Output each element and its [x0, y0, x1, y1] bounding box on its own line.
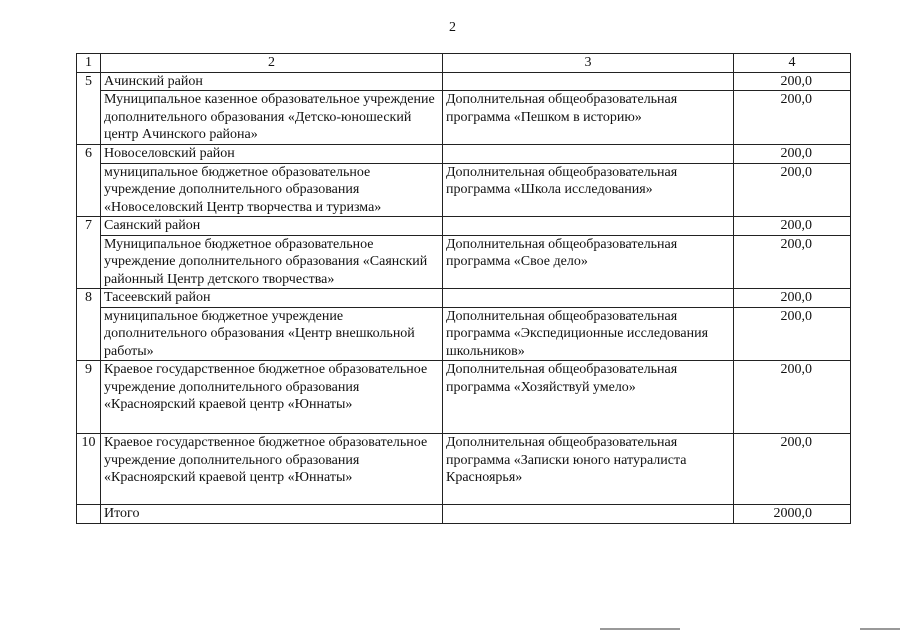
- empty-cell: [443, 217, 734, 236]
- total-value: 2000,0: [734, 505, 851, 524]
- table-row: [77, 307, 851, 361]
- program: Дополнительная общеобразовательная программа «Свое дело»: [443, 235, 734, 289]
- empty-cell: [443, 505, 734, 524]
- organization: муниципальное бюджетное учреждение дополнительного образования «Центр внешкольной работы»: [101, 307, 443, 361]
- table-row: [77, 361, 851, 434]
- amount: 200,0: [734, 361, 851, 434]
- program: Дополнительная общеобразовательная программа «Пешком в историю»: [443, 91, 734, 145]
- empty-cell: [77, 505, 101, 524]
- row-number: 8: [77, 289, 101, 361]
- header-col-2: 2: [101, 54, 443, 73]
- scan-artifact-line: [860, 628, 900, 630]
- district-name: Ачинский район: [101, 72, 443, 91]
- amount: 200,0: [734, 235, 851, 289]
- amount: 200,0: [734, 91, 851, 145]
- district-value: 200,0: [734, 217, 851, 236]
- table-row: [77, 163, 851, 217]
- row-number: 5: [77, 72, 101, 145]
- row-number: 10: [77, 434, 101, 505]
- row-number: 6: [77, 145, 101, 217]
- organization: Муниципальное бюджетное образовательное учреждение дополнительного образования «Саянский районный Центр детского творчества»: [101, 235, 443, 289]
- empty-cell: [443, 72, 734, 91]
- header-row: [77, 54, 851, 73]
- row-number: 9: [77, 361, 101, 434]
- program: Дополнительная общеобразовательная программа «Хозяйствуй умело»: [443, 361, 734, 434]
- program: Дополнительная общеобразовательная программа «Школа исследования»: [443, 163, 734, 217]
- program: Дополнительная общеобразовательная программа «Записки юного натуралиста Красноярья»: [443, 434, 734, 505]
- district-value: 200,0: [734, 289, 851, 308]
- funding-table: [76, 53, 851, 524]
- scan-artifact-line: [600, 628, 680, 630]
- organization: муниципальное бюджетное образовательное учреждение дополнительного образования «Новоселовский Центр творчества и туризма»: [101, 163, 443, 217]
- organization: Краевое государственное бюджетное образовательное учреждение дополнительного образования «Красноярский краевой центр «Юннаты»: [101, 361, 443, 434]
- district-row: [77, 217, 851, 236]
- district-name: Тасеевский район: [101, 289, 443, 308]
- page-number: 2: [449, 20, 456, 35]
- total-row: [77, 505, 851, 524]
- table-row: [77, 235, 851, 289]
- organization: Муниципальное казенное образовательное учреждение дополнительного образования «Детско-юношеский центр Ачинского района»: [101, 91, 443, 145]
- amount: 200,0: [734, 307, 851, 361]
- amount: 200,0: [734, 163, 851, 217]
- table-row: [77, 434, 851, 505]
- header-col-3: 3: [443, 54, 734, 73]
- program: Дополнительная общеобразовательная программа «Экспедиционные исследования школьников»: [443, 307, 734, 361]
- total-label: Итого: [101, 505, 443, 524]
- empty-cell: [443, 289, 734, 308]
- district-row: [77, 289, 851, 308]
- amount: 200,0: [734, 434, 851, 505]
- header-col-1: 1: [77, 54, 101, 73]
- organization: Краевое государственное бюджетное образовательное учреждение дополнительного образования «Красноярский краевой центр «Юннаты»: [101, 434, 443, 505]
- table-row: [77, 91, 851, 145]
- district-value: 200,0: [734, 72, 851, 91]
- district-value: 200,0: [734, 145, 851, 164]
- district-row: [77, 145, 851, 164]
- header-col-4: 4: [734, 54, 851, 73]
- empty-cell: [443, 145, 734, 164]
- district-name: Саянский район: [101, 217, 443, 236]
- district-row: [77, 72, 851, 91]
- row-number: 7: [77, 217, 101, 289]
- district-name: Новоселовский район: [101, 145, 443, 164]
